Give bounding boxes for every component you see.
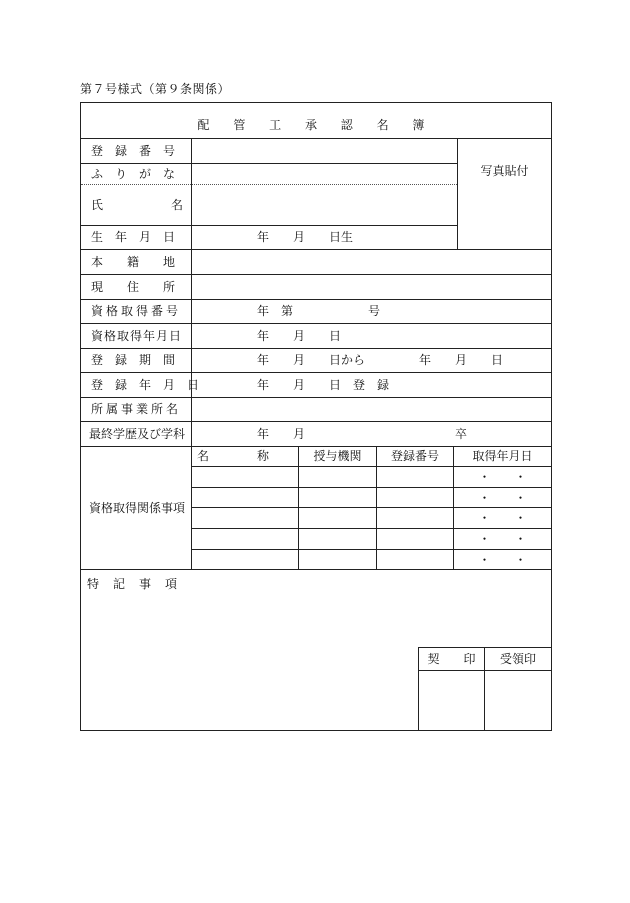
registry-form <box>80 102 552 731</box>
title-divider <box>81 138 551 139</box>
stamp-label-keiin: 契 印 <box>427 652 476 666</box>
subtable-header-divider <box>191 466 551 467</box>
subtable-row-date: ・ ・ <box>478 470 527 484</box>
period-from-value: 年 月 日から <box>257 353 366 367</box>
label-registration-period: 登 録 期 間 <box>91 353 176 367</box>
label-name-first-char: 氏 <box>91 198 104 212</box>
education-year-month: 年 月 <box>257 427 306 441</box>
label-office: 所属事業所名 <box>91 402 182 416</box>
qual-date-value: 年 月 日 <box>257 329 342 343</box>
qual-number-year: 年 <box>257 304 270 318</box>
label-education: 最終学歴及び学科 <box>89 427 186 441</box>
subtable-header-issuer: 授与機関 <box>313 449 362 463</box>
subtable-column-divider <box>453 446 454 569</box>
photo-placeholder-label: 写真貼付 <box>480 164 529 178</box>
subtable-row-divider <box>191 549 551 550</box>
row-divider <box>81 163 457 164</box>
label-honseki: 本 籍 地 <box>91 255 176 269</box>
registration-date-value: 年 月 日 登 録 <box>257 378 390 392</box>
row-divider <box>81 446 551 447</box>
row-divider <box>81 225 457 226</box>
subtable-row-date: ・ ・ <box>478 532 527 546</box>
row-divider <box>81 299 551 300</box>
subtable-header-name: 名 称 <box>197 449 270 463</box>
label-remarks: 特 記 事 項 <box>87 577 179 591</box>
row-divider <box>81 323 551 324</box>
row-divider <box>81 372 551 373</box>
photo-column-divider <box>457 138 458 249</box>
subtable-column-divider <box>298 446 299 569</box>
label-address: 現 住 所 <box>91 280 176 294</box>
row-divider <box>81 569 551 570</box>
education-graduated: 卒 <box>455 427 468 441</box>
label-birth-date: 生 年 月 日 <box>91 230 176 244</box>
birth-date-value: 年 月 日生 <box>257 230 354 244</box>
label-qualification-related: 資格取得関係事項 <box>89 501 186 515</box>
subtable-header-date: 取得年月日 <box>472 449 533 463</box>
row-divider <box>81 348 551 349</box>
label-registration-date: 登 録 年 月 日 <box>91 378 200 392</box>
qual-number-go: 号 <box>368 304 381 318</box>
stamp-label-received: 受領印 <box>499 652 536 666</box>
period-to-value: 年 月 日 <box>419 353 504 367</box>
subtable-row-divider <box>191 528 551 529</box>
label-qualification-date: 資格取得年月日 <box>91 329 183 343</box>
form-number-label: 第７号様式（第９条関係） <box>80 82 231 96</box>
row-divider <box>81 397 551 398</box>
label-column-divider <box>191 138 192 569</box>
furigana-divider <box>81 184 457 185</box>
row-divider <box>81 421 551 422</box>
label-name-second-char: 名 <box>171 198 184 212</box>
label-registration-number: 登 録 番 号 <box>91 144 176 158</box>
form-title: 配 管 工 承 認 名 簿 <box>197 118 435 132</box>
subtable-row-date: ・ ・ <box>478 553 527 567</box>
subtable-header-reg-number: 登録番号 <box>390 449 439 463</box>
subtable-row-date: ・ ・ <box>478 511 527 525</box>
subtable-row-divider <box>191 507 551 508</box>
label-furigana: ふ り が な <box>91 167 176 181</box>
subtable-row-date: ・ ・ <box>478 491 527 505</box>
row-divider <box>81 249 551 250</box>
subtable-row-divider <box>191 487 551 488</box>
row-divider <box>81 274 551 275</box>
subtable-column-divider <box>376 446 377 569</box>
qual-number-dai: 第 <box>281 304 294 318</box>
label-qualification-number: 資格取得番号 <box>91 304 182 318</box>
